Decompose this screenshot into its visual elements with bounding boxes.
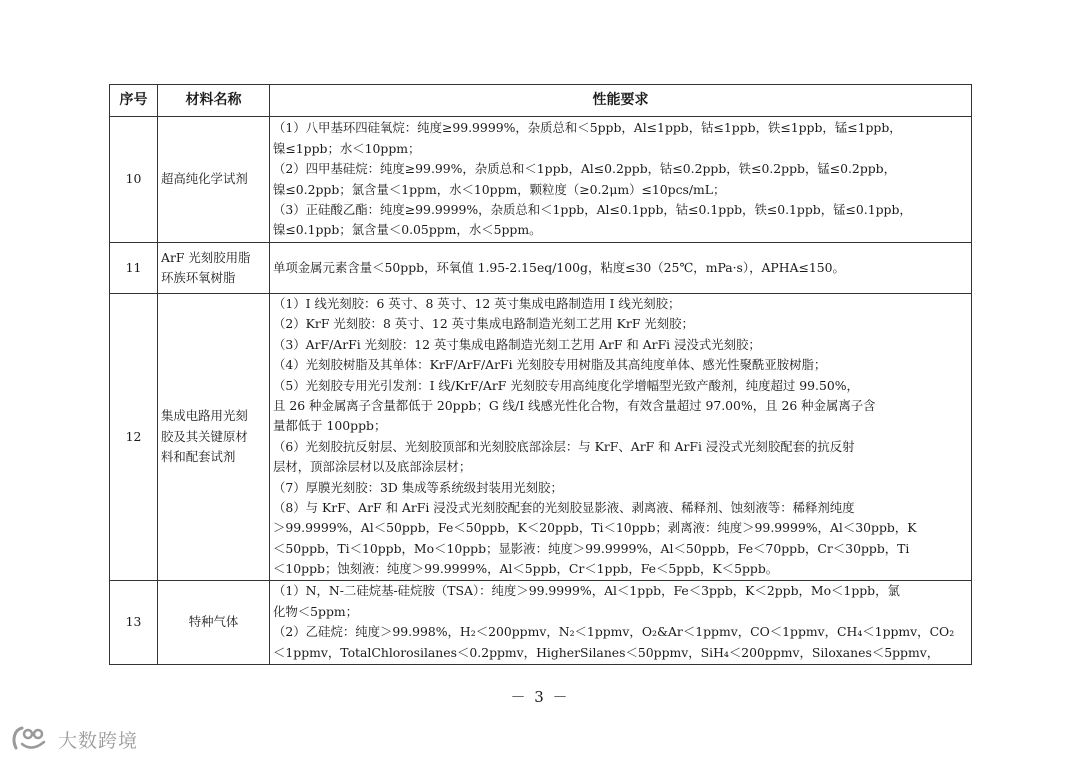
requirement-line: 层材，顶部涂层材以及底部涂层材； (273, 459, 472, 475)
requirement-line: 量都低于 100ppb； (273, 418, 387, 434)
brand-logo-icon (10, 724, 52, 754)
requirement-line: ＜10ppb；蚀刻液：纯度＞99.9999%，Al＜5ppb，Cr＜1ppb，Fe＜5ppb，K＜5ppb。 (273, 561, 779, 577)
header-performance-requirements: 性能要求 (270, 85, 972, 117)
requirement-line: （4）光刻胶树脂及其单体：KrF/ArF/ArFi 光刻胶专用树脂及其高纯度单体、感光性聚酰亚胺树脂； (273, 357, 827, 373)
requirement-line: （8）与 KrF、ArF 和 ArFi 浸没式光刻胶配套的光刻胶显影液、剥离液、稀释剂、蚀刻液等：稀释剂纯度 (273, 500, 855, 516)
row-performance-requirements (270, 243, 972, 294)
requirement-line: ＜1ppmv，TotalChlorosilanes＜0.2ppmv，HigherSilanes＜50ppmv，SiH₄＜200ppmv，Siloxanes＜5ppmv， (273, 644, 940, 660)
header-material-name: 材料名称 (158, 85, 270, 117)
requirement-line: （1）N，N-二硅烷基-硅烷胺（TSA）：纯度＞99.9999%，Al＜1ppb，Fe＜3ppb，K＜2ppb，Mo＜1ppb，氯 (273, 583, 900, 599)
requirement-line: （1）I 线光刻胶：6 英寸、8 英寸、12 英寸集成电路制造用 I 线光刻胶； (273, 296, 681, 311)
requirement-line: ＞99.9999%，Al＜50ppb，Fe＜50ppb，K＜20ppb，Ti＜10ppb；剥离液：纯度＞99.9999%，Al＜30ppb，K (273, 520, 917, 536)
table-row (110, 580, 972, 664)
requirement-line: （1）八甲基环四硅氧烷：纯度≥99.9999%，杂质总和＜5ppb，Al≤1ppb，钴≤1ppb，铁≤1ppb，锰≤1ppb， (273, 120, 902, 136)
requirement-line: （2）KrF 光刻胶：8 英寸、12 英寸集成电路制造光刻工艺用 KrF 光刻胶； (273, 316, 694, 332)
material-name-line: 超高纯化学试剂 (161, 171, 248, 187)
row-serial-number: 11 (110, 243, 158, 294)
requirement-line: （5）光刻胶专用光引发剂：I 线/KrF/ArF 光刻胶专用高纯度化学增幅型光致产酸剂，纯度超过 99.50%， (273, 377, 859, 393)
requirement-line: （3）ArF/ArFi 光刻胶：12 英寸集成电路制造光刻工艺用 ArF 和 ArFi 浸没式光刻胶； (273, 336, 761, 352)
row-performance-requirements (270, 580, 972, 664)
table-row (110, 294, 972, 581)
material-name-line: ArF 光刻胶用脂 (161, 249, 251, 265)
requirement-line: 镍≤1ppb；水＜10ppm； (273, 140, 421, 156)
requirement-line: 镍≤0.2ppb；氯含量＜1ppm，水＜10ppm，颗粒度（≥0.2μm）≤10pcs/mL； (273, 181, 726, 197)
row-serial-number: 12 (110, 294, 158, 581)
row-serial-number: 13 (110, 580, 158, 664)
requirement-line: 单项金属元素含量＜50ppb，环氧值 1.95-2.15eq/100g，粘度≤30（25℃，mPa·s），APHA≤150。 (273, 259, 845, 275)
watermark (10, 724, 138, 754)
table-row (110, 243, 972, 294)
material-name-line: 集成电路用光刻 (161, 408, 248, 424)
row-material-name (158, 243, 270, 294)
row-material-name (158, 117, 270, 243)
table-header-row (110, 85, 972, 117)
page-number: － 3 － (510, 688, 570, 706)
row-performance-requirements (270, 117, 972, 243)
requirement-line: 且 26 种金属离子含量都低于 20ppb；G 线/I 线感光性化合物，有效含量超过 97.00%，且 26 种金属离子含 (273, 398, 876, 414)
material-name-line: 料和配套试剂 (161, 449, 236, 465)
requirement-line: （2）四甲基硅烷：纯度≥99.99%，杂质总和＜1ppb，Al≤0.2ppb，钴≤0.2ppb，铁≤0.2ppb，锰≤0.2ppb， (273, 161, 897, 177)
row-performance-requirements (270, 294, 972, 581)
requirement-line: （3）正硅酸乙酯：纯度≥99.9999%，杂质总和＜1ppb，Al≤0.1ppb，钴≤0.1ppb，铁≤0.1ppb，锰≤0.1ppb， (273, 201, 912, 217)
requirement-line: 镍≤0.1ppb；氯含量＜0.05ppm，水＜5ppm。 (273, 222, 542, 238)
requirement-line: （6）光刻胶抗反射层、光刻胶顶部和光刻胶底部涂层：与 KrF、ArF 和 ArFi 浸没式光刻胶配套的抗反射 (273, 438, 855, 454)
requirement-line: 化物＜5ppm； (273, 603, 359, 619)
header-serial-number: 序号 (110, 85, 158, 117)
material-spec-table (109, 84, 972, 665)
row-serial-number: 10 (110, 117, 158, 243)
material-name-line: 胶及其关键原材 (161, 428, 248, 444)
row-material-name (158, 580, 270, 664)
requirement-line: （2）乙硅烷：纯度＞99.998%，H₂＜200ppmv，N₂＜1ppmv，O₂&Ar＜1ppmv，CO＜1ppmv，CH₄＜1ppmv，CO₂ (273, 624, 955, 640)
table-row (110, 117, 972, 243)
material-name-line: 特种气体 (188, 613, 239, 629)
row-material-name (158, 294, 270, 581)
requirement-line: （7）厚膜光刻胶：3D 集成等系统级封装用光刻胶； (273, 479, 563, 495)
watermark-text: 大数跨境 (58, 729, 139, 752)
material-name-line: 环族环氧树脂 (161, 270, 236, 285)
requirement-line: ＜50ppb，Ti＜10ppb，Mo＜10ppb；显影液：纯度＞99.9999%，Al＜50ppb，Fe＜70ppb，Cr＜30ppb，Ti (273, 540, 910, 556)
